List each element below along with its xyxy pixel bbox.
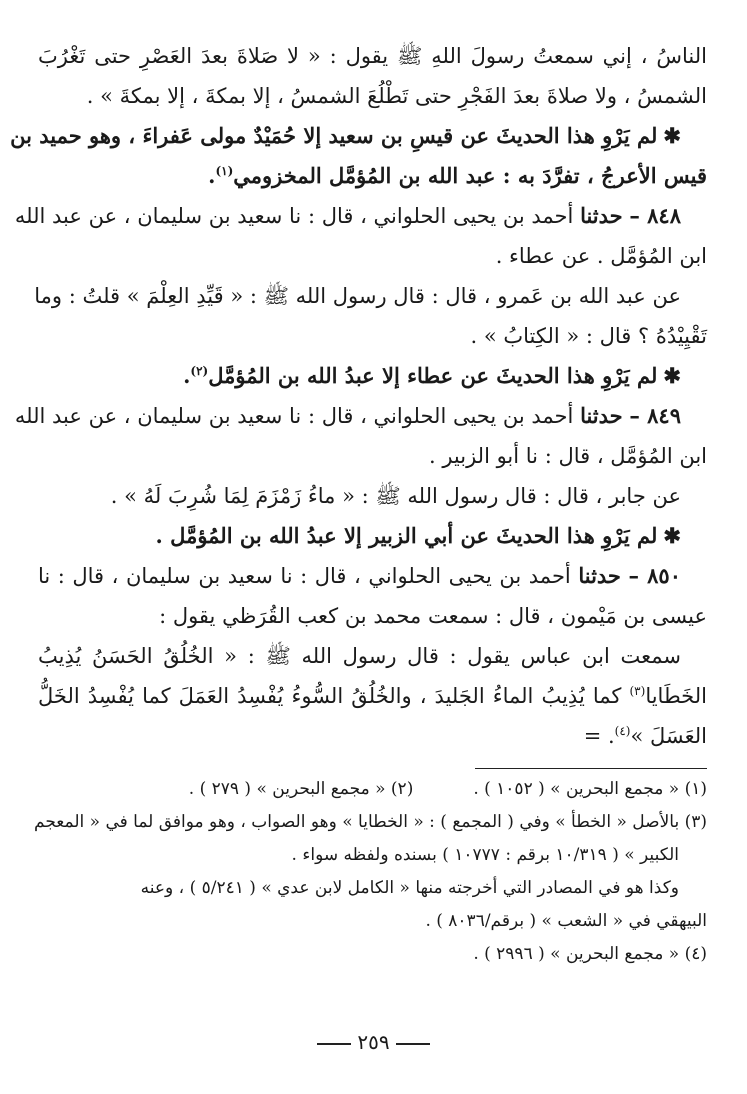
text-line: عيسى بن مَيْمون ، قال : سمعت محمد بن كعب القُرَظي يقول :: [159, 604, 707, 628]
footnote-ref[interactable]: (٣): [629, 684, 646, 698]
text-span: العَسَلَ »: [630, 724, 707, 748]
isnad-text: أحمد بن يحيى الحلواني ، قال : نا سعيد بن سليمان ، قال : نا: [38, 564, 571, 588]
asterisk-icon: ✱: [663, 523, 681, 548]
commentary-line: [38, 516, 707, 556]
page-body: [10, 36, 707, 971]
commentary-text: لم يَرْوِ هذا الحديثَ عن أبي الزبير إلا عبدُ الله بن المُؤمَّل .: [155, 523, 658, 548]
commentary-line: [10, 116, 707, 156]
footnote-3-cont: الكبير » ( ١٠/٣١٩ برقم : ١٠٧٧٧ ) بسنده ولفظه سواء .: [291, 845, 679, 865]
footnote-divider: [475, 768, 707, 769]
footnote-ref[interactable]: (١): [215, 164, 234, 178]
hadith-lead: حدثنا: [580, 403, 623, 428]
text-span: الخَطَايا: [645, 684, 707, 708]
commentary-text: لم يَرْوِ هذا الحديثَ عن عطاء إلا عبدُ الله بن المُؤمَّل: [208, 363, 658, 388]
text-line: [38, 676, 707, 716]
commentary-line: ✱لم يَرْوِ هذا الحديثَ عن عطاء إلا عبدُ الله بن المُؤمَّل$^{(٢)}$.: [183, 363, 681, 388]
page-number-text: ٢٥٩: [357, 1030, 390, 1054]
hadith-number: ٨٤٩ –: [629, 403, 681, 428]
hadith-header-848: [14, 196, 707, 236]
commentary-line: قيس الأعرجُ ، تفرَّدَ به : عبد الله بن المُؤمَّل المخزومي$^{(١)}$.: [208, 163, 707, 188]
isnad-text: أحمد بن يحيى الحلواني ، قال : نا سعيد بن سليمان ، عن عبد الله: [14, 204, 574, 228]
text-line: الشمسُ ، ولا صلاةَ بعدَ الفَجْرِ حتى تَطْلُعَ الشمسُ ، إلا بمكةَ ، إلا بمكةَ » .: [86, 84, 707, 108]
hadith-number: ٨٥٠ –: [628, 563, 681, 588]
text-line: عن جابر ، قال : قال رسول الله ﷺ : « ماءُ زَمْزَمَ لِمَا شُرِبَ لَهُ » .: [110, 484, 681, 508]
text-span: كما يُذِيبُ الماءُ الجَليدَ ، والخُلُقُ السُّوءُ يُفْسِدُ العَمَلَ كما يُفْسِدُ الخَلُّ: [38, 684, 622, 708]
text-line: [38, 716, 707, 756]
hadith-header-850: [38, 556, 707, 596]
hadith-lead: حدثنا: [578, 563, 621, 588]
footnote-2: (٢) « مجمع البحرين » ( ٢٧٩ ) .: [188, 779, 414, 799]
hadith-header-849: [14, 396, 707, 436]
footnote-3: (٣) بالأصل « الخطأ » وفي ( المجمع ) : « الخطايا » وهو الصواب ، وهو موافق لما في « المعجم: [34, 812, 707, 832]
commentary-text: قيس الأعرجُ ، تفرَّدَ به : عبد الله بن المُؤمَّل المخزومي: [233, 163, 707, 188]
dash-decoration: [317, 1043, 351, 1045]
footnote-ref[interactable]: (٢): [190, 364, 209, 378]
dash-decoration: [396, 1043, 430, 1045]
text-line: سمعت ابن عباس يقول : قال رسول الله ﷺ : « الخُلُقُ الحَسَنُ يُذِيبُ: [38, 644, 681, 668]
hadith-number: ٨٤٨ –: [629, 203, 681, 228]
footnote-ref[interactable]: (٤): [614, 724, 631, 738]
footnote-3-cont: وكذا هو في المصادر التي أخرجته منها « الكامل لابن عدي » ( ٥/٢٤١ ) ، وعنه: [140, 878, 679, 898]
footnote-1-2: [38, 773, 707, 806]
text-line: الناسُ ، إني سمعتُ رسولَ اللهِ ﷺ يقول : « لا صَلاةَ بعدَ العَصْرِ حتى تَغْرُبَ: [38, 44, 707, 68]
asterisk-icon: ✱: [663, 363, 681, 388]
footnote-4: (٤) « مجمع البحرين » ( ٢٩٩٦ ) .: [473, 944, 707, 964]
footnote-3-cont: البيهقي في « الشعب » ( برقم/٨٠٣٦ ) .: [425, 911, 707, 931]
commentary-text: لم يَرْوِ هذا الحديثَ عن قيسِ بن سعيد إلا حُمَيْدٌ مولى عَفراءَ ، وهو حميد بن: [10, 123, 658, 148]
asterisk-icon: ✱: [663, 123, 681, 148]
page-number: [0, 1030, 747, 1054]
hadith-lead: حدثنا: [580, 203, 623, 228]
text-line: ابن المُؤمَّل ، قال : نا أبو الزبير .: [428, 444, 707, 468]
isnad-text: أحمد بن يحيى الحلواني ، قال : نا سعيد بن سليمان ، عن عبد الله: [14, 404, 574, 428]
footnote-1: (١) « مجمع البحرين » ( ١٠٥٢ ) .: [473, 779, 707, 799]
text-span: . =: [583, 724, 615, 748]
text-line: تَقْيِيْدُهُ ؟ قال : « الكِتابُ » .: [470, 324, 707, 348]
text-line: عن عبد الله بن عَمرو ، قال : قال رسول الله ﷺ : « قَيِّدِ العِلْمَ » قلتُ : وما: [34, 284, 681, 308]
text-line: ابن المُؤمَّل . عن عطاء .: [495, 244, 707, 268]
